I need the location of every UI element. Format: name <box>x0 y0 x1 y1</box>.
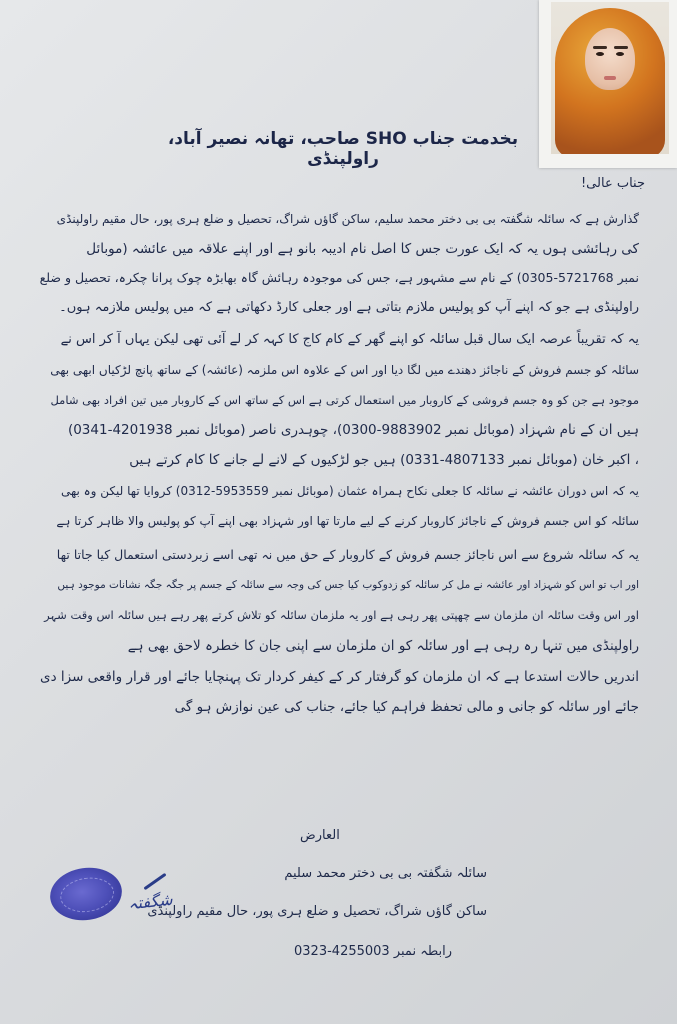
body-line: راولپنڈی میں تنہا رہ رہی ہے اور سائلہ کو ان ملزمان سے اپنی جان کا خطرہ لاحق بھی ہے <box>127 638 639 654</box>
body-line: کی رہائشی ہوں یہ کہ ایک عورت جس کا اصل نام ادیبہ بانو ہے اور اپنے علاقہ میں عائشہ (موبائل <box>86 241 639 257</box>
body-line: یہ کہ تقریباً عرصہ ایک سال قبل سائلہ کو اپنے گھر کے کام کاج کا کہہ کر لے آئی تھی لیکن یہاں آ کر اس نے <box>60 332 639 347</box>
body-line: یہ کہ اس دوران عائشہ نے سائلہ کا جعلی نکاح ہمراہ عثمان (موبائل نمبر 5953559-0312) کروایا تھا لیکن وہ بھی <box>60 484 639 498</box>
body-line: راولپنڈی ہے جو کہ اپنے آپ کو پولیس ملازم بتاتی ہے اور جعلی کارڈ دکھاتی ہے کہ میں پولیس ملازمہ ہوں۔ <box>59 300 639 315</box>
body-line: سائلہ کو اس جسم فروش کے ناجائز کاروبار کرنے کے لیے مارتا تھا اور شہزاد بھی اپنے آپ کو پولیس والا ظاہر کرتا ہے <box>56 514 639 528</box>
signature-stroke <box>143 873 166 890</box>
signer-name: سائلہ شگفتہ بی بی دختر محمد سلیم <box>284 866 487 881</box>
body-line: یہ کہ سائلہ شروع سے اس ناجائز جسم فروش کے کاروبار کے حق میں نہ تھی اسے زبردستی استعمال کیا جاتا تھا <box>56 547 639 562</box>
lips-shape <box>604 76 616 80</box>
closing-label: العارض <box>300 828 340 843</box>
body-line: اور اب تو اس کو شہزاد اور عائشہ نے مل کر سائلہ کو زدوکوب کیا جس کی وجہ سے سائلہ کے جسم پر جگہ جگہ نشانات موجود ہیں <box>57 579 639 591</box>
body-line: اور اس وقت سائلہ ان ملزمان سے چھپتی پھر رہی ہے اور یہ ملزمان سائلہ کو تلاش کرتے پھر رہے ہیں سائلہ اس وقت شہر <box>44 608 639 622</box>
right-brow <box>614 46 628 49</box>
thumbprint-icon <box>47 863 126 925</box>
signer-address: ساکن گاؤں شراگ، تحصیل و ضلع ہری پور، حال مقیم راولپنڈی <box>147 904 487 919</box>
body-line: نمبر 5721768-0305) کے نام سے مشہور ہے، جس کی موجودہ رہائش گاہ بھابڑہ چوک پرانا چکرہ، تحصیل و ضلع <box>39 270 639 285</box>
body-line: اندریں حالات استدعا ہے کہ ان ملزمان کو گرفتار کر کے کیفر کردار تک پہنچایا جائے اور قرار واقعی سزا دی <box>40 669 639 685</box>
salutation: جناب عالی! <box>580 176 645 191</box>
body-line: ، اکبر خان (موبائل نمبر 4807133-0331) ہیں جو لڑکیوں کے لانے لے جانے کا کام کرتے ہیں <box>129 452 639 468</box>
body-line: ہیں ان کے نام شہزاد (موبائل نمبر 9883902-0300)، چوہدری ناصر (موبائل نمبر 4201938-0341) <box>67 422 639 438</box>
right-eye <box>616 52 624 56</box>
signer-contact: رابطہ نمبر 4255003-0323 <box>294 944 452 959</box>
body-line: سائلہ کو جسم فروش کے ناجائز دھندے میں لگا دیا اور اس کے علاوہ اس ملزمہ (عائشہ) کے ساتھ پانچ لڑکیاں ابھی بھی <box>50 363 639 377</box>
body-line: جائے اور سائلہ کو جانی و مالی تحفظ فراہم کیا جائے، جناب کی عین نوازش ہو گی <box>174 699 639 715</box>
body-line: گذارش ہے کہ سائلہ شگفتہ بی بی دختر محمد سلیم، ساکن گاؤں شراگ، تحصیل و ضلع ہری پور، حال مقیم راولپنڈی <box>56 212 639 226</box>
passport-photo <box>539 0 677 168</box>
handwritten-signature: شگفتہ <box>127 889 174 914</box>
photo-portrait <box>551 2 669 154</box>
left-brow <box>593 46 607 49</box>
body-line: موجود ہے جن کو وہ جسم فروشی کے کاروبار میں استعمال کرتی ہے اس کے ساتھ اس کے کاروبار میں تین افراد بھی شامل <box>50 393 639 407</box>
face-shape <box>585 28 635 90</box>
letter-title: بخدمت جناب SHO صاحب، تھانہ نصیر آباد، راولپنڈی <box>167 129 519 169</box>
left-eye <box>596 52 604 56</box>
